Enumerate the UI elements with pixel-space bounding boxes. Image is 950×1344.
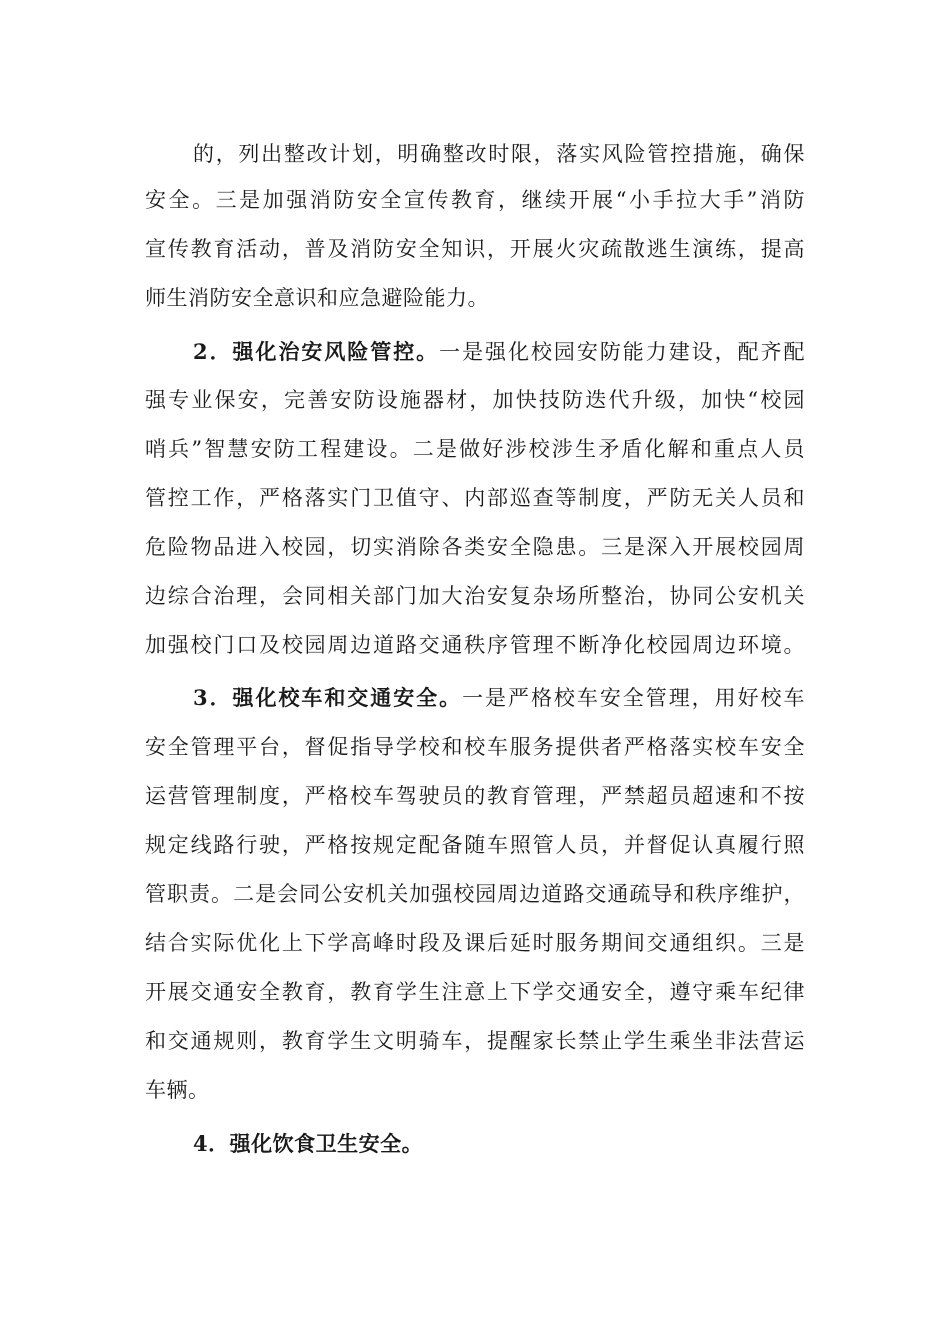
paragraph-line: 危险物品进入校园，切实消除各类安全隐患。三是深入开展校园周 <box>145 535 805 559</box>
section-heading: 2．强化治安风险管控。 <box>193 339 440 364</box>
paragraph-first-line <box>193 684 805 712</box>
paragraph-line: 安全。三是加强消防安全宣传教育，继续开展“小手拉大手”消防 <box>145 188 805 212</box>
paragraph-line: 运营管理制度，严格校车驾驶员的教育管理，严禁超员超速和不按 <box>145 784 805 808</box>
paragraph-line: 加强校门口及校园周边道路交通秩序管理不断净化校园周边环境。 <box>145 633 805 657</box>
paragraph-line: 车辆。 <box>145 1078 210 1102</box>
paragraph-line: 安全管理平台，督促指导学校和校车服务提供者严格落实校车安全 <box>145 735 805 759</box>
paragraph-line: 强专业保安，完善安防设施器材，加快技防迭代升级，加快“校园 <box>145 388 805 412</box>
section-heading: 4．强化饮食卫生安全。 <box>193 1131 424 1156</box>
paragraph-first-line <box>193 338 805 366</box>
paragraph-text: 一是强化校园安防能力建设，配齐配 <box>439 340 805 364</box>
paragraph-line: 和交通规则，教育学生文明骑车，提醒家长禁止学生乘坐非法营运 <box>145 1029 805 1053</box>
paragraph-line: 师生消防安全意识和应急避险能力。 <box>145 286 489 310</box>
paragraph-line: 哨兵”智慧安防工程建设。二是做好涉校涉生矛盾化解和重点人员 <box>145 437 805 461</box>
paragraph-line: 管职责。二是会同公安机关加强校园周边道路交通疏导和秩序维护， <box>145 882 805 906</box>
section-heading: 3．强化校车和交通安全。 <box>193 685 463 710</box>
paragraph-line: 的，列出整改计划，明确整改时限，落实风险管控措施，确保 <box>193 142 805 166</box>
paragraph-first-line <box>193 1130 805 1158</box>
paragraph-line: 边综合治理，会同相关部门加大治安复杂场所整治，协同公安机关 <box>145 584 805 608</box>
paragraph-line: 结合实际优化上下学高峰时段及课后延时服务期间交通组织。三是 <box>145 931 805 955</box>
paragraph-line: 管控工作，严格落实门卫值守、内部巡查等制度，严防无关人员和 <box>145 486 805 510</box>
paragraph-line: 宣传教育活动，普及消防安全知识，开展火灾疏散逃生演练，提高 <box>145 237 805 261</box>
paragraph-line: 规定线路行驶，严格按规定配备随车照管人员，并督促认真履行照 <box>145 833 805 857</box>
paragraph-text: 一是严格校车安全管理，用好校车 <box>462 686 805 710</box>
paragraph-line: 开展交通安全教育，教育学生注意上下学交通安全，遵守乘车纪律 <box>145 980 805 1004</box>
